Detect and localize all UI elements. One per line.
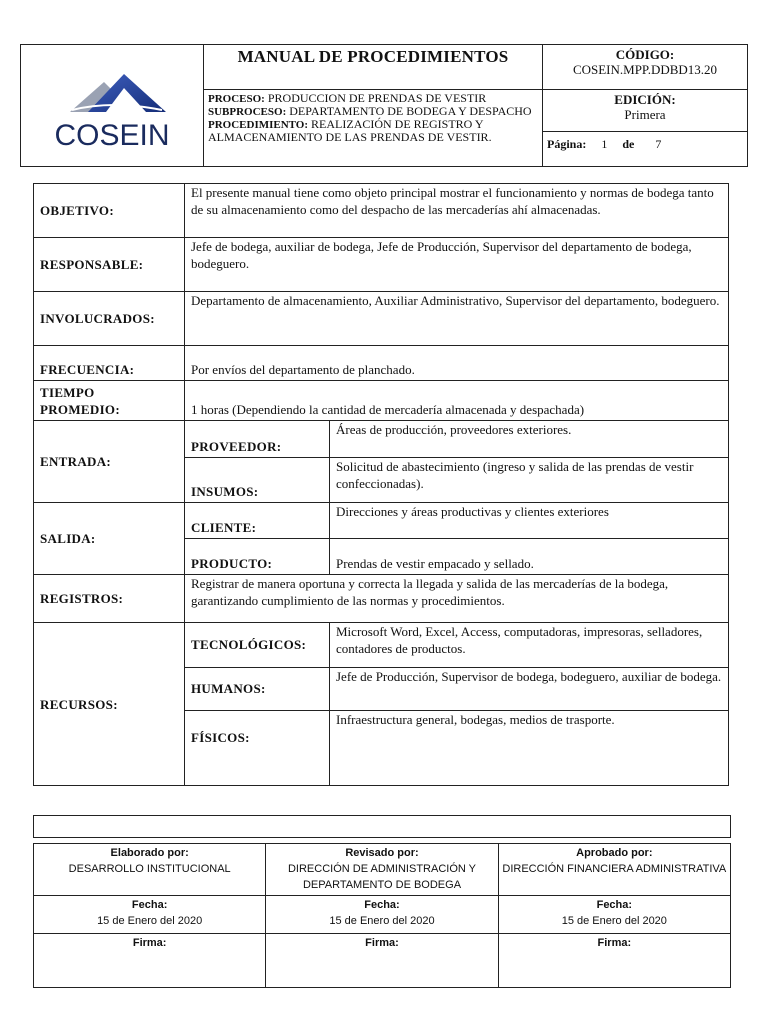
pagina-total: 7 [655, 137, 662, 151]
firma-label: Firma: [132, 937, 167, 949]
humanos-label: HUMANOS: [185, 668, 330, 711]
firma-label: Firma: [365, 937, 399, 949]
fecha-value: 15 de Enero del 2020 [329, 915, 435, 927]
procedure-table [33, 183, 729, 786]
recursos-label: RECURSOS: [34, 623, 185, 786]
code-cell [543, 45, 748, 90]
objetivo-text: El presente manual tiene como objeto principal mostrar el funcionamiento y normas de bodega tanto de su almacenamiento como del despacho de las mercaderías ahí almacenadas. [185, 184, 729, 238]
aprobado-value: DIRECCIÓN FINANCIERA ADMINISTRATIVA [502, 863, 727, 875]
cosein-logo-icon [42, 60, 182, 150]
codigo-label: CÓDIGO: [615, 47, 675, 62]
cliente-label: CLIENTE: [185, 503, 330, 539]
table-row-registros [34, 575, 729, 623]
page-cell [543, 132, 748, 167]
codigo-value: COSEIN.MPP.DDBD13.20 [572, 62, 718, 77]
procedimiento-value: REALIZACIÓN DE REGISTRO Y ALMACENAMIENTO DE LAS PRENDAS DE VESTIR. [208, 117, 492, 144]
registros-label: REGISTROS: [34, 575, 185, 623]
aprobado-cell [498, 844, 730, 896]
proceso-label: PROCESO: [208, 93, 265, 105]
elaborado-cell [34, 844, 266, 896]
tiempo-label-line2: PROMEDIO: [40, 401, 120, 417]
revisado-cell [266, 844, 498, 896]
pagina-label: Página: [547, 137, 587, 151]
firma-label: Firma: [597, 937, 632, 949]
fecha-label: Fecha: [596, 899, 633, 911]
fecha-cell-1 [34, 896, 266, 934]
table-row-responsable [34, 238, 729, 292]
responsable-text: Jefe de bodega, auxiliar de bodega, Jefe de Producción, Supervisor del departamento de bodega, bodeguero. [185, 238, 729, 292]
revisado-value: DIRECCIÓN DE ADMINISTRACIÓN Y DEPARTAMENTO DE BODEGA [287, 863, 477, 891]
blank-bar [33, 815, 731, 838]
producto-text: Prendas de vestir empacado y sellado. [330, 539, 729, 575]
document-title: MANUAL DE PROCEDIMIENTOS [237, 47, 509, 66]
edicion-label: EDICIÓN: [614, 92, 676, 107]
de-label: de [622, 137, 635, 151]
edition-cell [543, 90, 748, 132]
subproceso-value: DEPARTAMENTO DE BODEGA Y DESPACHO [289, 104, 532, 118]
procedimiento-label: PROCEDIMIENTO: [208, 119, 309, 131]
humanos-text: Jefe de Producción, Supervisor de bodega, bodeguero, auxiliar de bodega. [330, 668, 729, 711]
process-cell [204, 90, 543, 167]
producto-label: PRODUCTO: [185, 539, 330, 575]
responsable-label: RESPONSABLE: [34, 238, 185, 292]
title-cell [204, 45, 543, 90]
table-row-objetivo [34, 184, 729, 238]
fecha-value: 15 de Enero del 2020 [561, 915, 667, 927]
frecuencia-text: Por envíos del departamento de planchado. [185, 346, 729, 381]
tiempo-label-line1: TIEMPO [40, 384, 95, 400]
involucrados-label: INVOLUCRADOS: [34, 292, 185, 346]
signature-row-roles [34, 844, 731, 896]
cliente-text: Direcciones y áreas productivas y clientes exteriores [330, 503, 729, 539]
objetivo-label: OBJETIVO: [34, 184, 185, 238]
pagina-number: 1 [601, 137, 608, 151]
signature-row-firmas [34, 934, 731, 988]
elaborado-label: Elaborado por: [110, 847, 189, 859]
logo-text: COSEIN [54, 118, 170, 150]
proveedor-text: Áreas de producción, proveedores exteriores. [330, 421, 729, 458]
fecha-cell-3 [498, 896, 730, 934]
firma-cell-1 [34, 934, 266, 988]
insumos-text: Solicitud de abastecimiento (ingreso y salida de las prendas de vestir confeccionadas). [330, 458, 729, 503]
signature-row-dates [34, 896, 731, 934]
table-row-tiempo [34, 381, 729, 421]
insumos-label: INSUMOS: [185, 458, 330, 503]
subproceso-label: SUBPROCESO: [208, 106, 287, 118]
proceso-value: PRODUCCION DE PRENDAS DE VESTIR [267, 91, 487, 105]
firma-cell-2 [266, 934, 498, 988]
fisicos-text: Infraestructura general, bodegas, medios de trasporte. [330, 711, 729, 786]
tecnologicos-label: TECNOLÓGICOS: [185, 623, 330, 668]
edicion-value: Primera [624, 107, 666, 122]
registros-text: Registrar de manera oportuna y correcta la llegada y salida de las mercaderías de la bodega, garantizando cumplimiento de las normas y procedimientos. [185, 575, 729, 623]
salida-label: SALIDA: [34, 503, 185, 575]
table-row-entrada [34, 421, 729, 458]
fecha-cell-2 [266, 896, 498, 934]
entrada-label: ENTRADA: [34, 421, 185, 503]
tiempo-label [34, 381, 185, 421]
involucrados-text: Departamento de almacenamiento, Auxiliar Administrativo, Supervisor del departamento, bodeguero. [185, 292, 729, 346]
signature-table [33, 843, 731, 988]
tecnologicos-text: Microsoft Word, Excel, Access, computadoras, impresoras, selladores, contadores de productos. [330, 623, 729, 668]
table-row-salida [34, 503, 729, 539]
logo-cell [21, 45, 204, 167]
table-row-involucrados [34, 292, 729, 346]
frecuencia-label: FRECUENCIA: [34, 346, 185, 381]
proveedor-label: PROVEEDOR: [185, 421, 330, 458]
table-row-frecuencia [34, 346, 729, 381]
firma-cell-3 [498, 934, 730, 988]
aprobado-label: Aprobado por: [576, 847, 653, 859]
table-row-tecnologicos [34, 623, 729, 668]
tiempo-text: 1 horas (Dependiendo la cantidad de mercadería almacenada y despachada) [185, 381, 729, 421]
fecha-label: Fecha: [131, 899, 168, 911]
fecha-value: 15 de Enero del 2020 [97, 915, 203, 927]
elaborado-value: DESARROLLO INSTITUCIONAL [68, 863, 231, 875]
document-header [20, 44, 748, 167]
fecha-label: Fecha: [364, 899, 400, 911]
fisicos-label: FÍSICOS: [185, 711, 330, 786]
revisado-label: Revisado por: [345, 847, 419, 859]
